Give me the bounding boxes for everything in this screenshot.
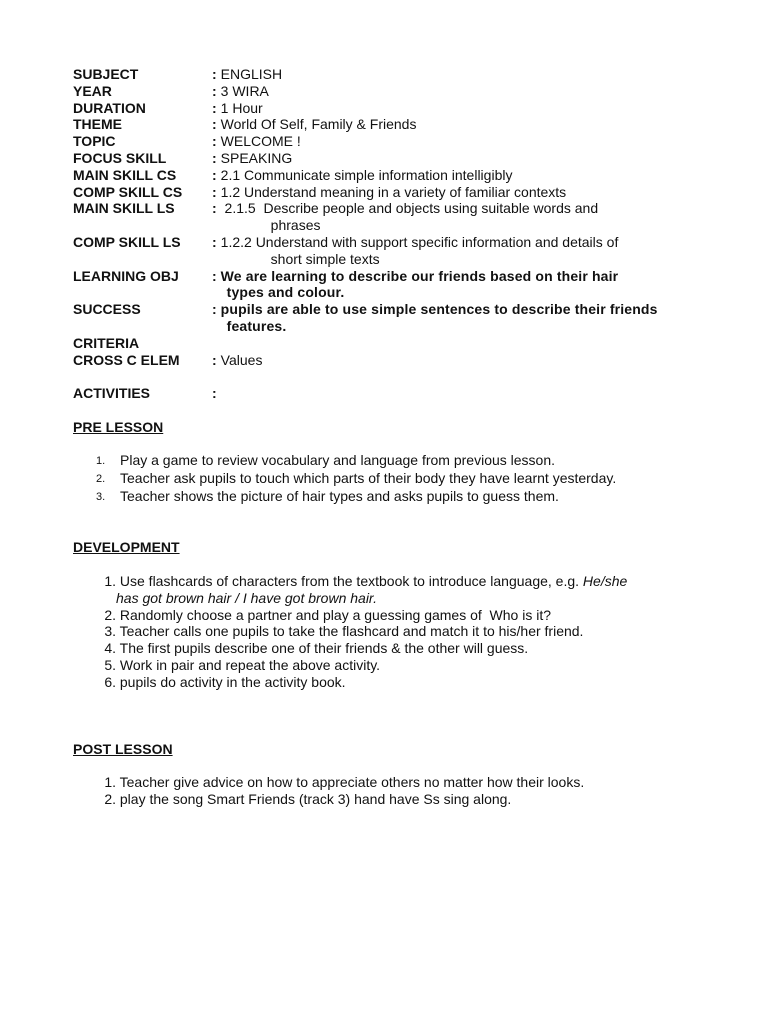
year-row [73, 83, 713, 100]
field-colon: : [212, 149, 217, 166]
field-label: LEARNING OBJ [73, 267, 179, 284]
development-heading: DEVELOPMENT [73, 539, 180, 556]
field-colon: : [212, 82, 217, 99]
spacer [73, 368, 713, 385]
list-item-number: 3. [96, 490, 106, 503]
list-item-text: play the song Smart Friends (track 3) hand have Ss sing along. [116, 791, 512, 808]
field-value-line: types and colour. [226, 284, 345, 301]
spacer [73, 707, 713, 724]
field-value [221, 234, 713, 268]
list-item-number: 2. [104, 606, 116, 623]
field-value-line: phrases [270, 217, 321, 234]
lesson-plan-document [73, 66, 713, 808]
spacer [73, 506, 713, 523]
field-value-line: short simple texts [270, 250, 380, 267]
list-item [73, 657, 713, 674]
list-item [73, 607, 713, 624]
list-item-text: Randomly choose a partner and play a guessing games of Who is it? [116, 606, 552, 623]
field-value: SPEAKING [220, 149, 293, 166]
list-item-text: Teacher ask pupils to touch which parts of their body they have learnt yesterday. [120, 470, 617, 487]
list-item-text: Teacher calls one pupils to take the flashcard and match it to his/her friend. [116, 623, 584, 640]
focus-skill-row [73, 150, 713, 167]
spacer [73, 556, 713, 573]
field-value: World Of Self, Family & Friends [220, 116, 417, 133]
list-item-text-plain: Use flashcards of characters from the textbook to introduce language, e.g. [116, 572, 583, 589]
list-item [73, 470, 713, 488]
field-label: TOPIC [73, 133, 116, 150]
field-value: 2.1 Communicate simple information intelligibly [220, 166, 513, 183]
field-value: WELCOME ! [220, 133, 301, 150]
field-label: MAIN SKILL LS [73, 200, 175, 217]
field-label: YEAR [73, 82, 112, 99]
list-item-text: Teacher give advice on how to appreciate others no matter how their looks. [116, 774, 585, 791]
spacer [73, 758, 713, 775]
spacer [73, 690, 713, 707]
cross-c-elem-row [73, 352, 713, 369]
topic-row [73, 133, 713, 150]
field-value: ENGLISH [220, 66, 283, 82]
main-skill-ls-row [73, 200, 713, 234]
list-item [73, 488, 713, 506]
list-item [73, 452, 713, 470]
field-colon: : [212, 301, 217, 318]
list-item-text: pupils do activity in the activity book. [116, 673, 346, 690]
spacer [73, 436, 713, 453]
list-item-text-italic: He/she [582, 572, 628, 589]
comp-skill-ls-row [73, 234, 713, 268]
list-item [73, 791, 713, 808]
field-colon: : [212, 233, 217, 250]
list-item-number: 6. [104, 673, 116, 690]
field-colon: : [212, 267, 217, 284]
field-label: THEME [73, 116, 122, 133]
field-label: COMP SKILL CS [73, 183, 183, 200]
activities-row [73, 385, 713, 402]
field-label: CROSS C ELEM [73, 351, 180, 368]
field-value [221, 200, 713, 234]
field-colon: : [212, 385, 217, 402]
field-value: 3 WIRA [220, 82, 269, 99]
field-colon: : [212, 200, 217, 217]
field-value: Values [220, 351, 263, 368]
list-item-number: 1. [104, 572, 116, 589]
list-item-text: The first pupils describe one of their friends & the other will guess. [116, 640, 529, 657]
field-label [73, 301, 212, 351]
list-item [73, 623, 713, 640]
field-value-line: 2.1.5 Describe people and objects using suitable words and [220, 200, 599, 217]
list-item-number: 4. [104, 640, 116, 657]
theme-row [73, 116, 713, 133]
field-label: DURATION [73, 99, 146, 116]
list-item-number: 3. [104, 623, 116, 640]
comp-skill-cs-row [73, 184, 713, 201]
list-item-text: Work in pair and repeat the above activity. [116, 656, 381, 673]
field-label-line: SUCCESS [73, 301, 141, 318]
field-value-line: We are learning to describe our friends based on their hair [220, 267, 619, 284]
list-item-continuation: has got brown hair / I have got brown hair. [116, 589, 377, 606]
field-label-line: CRITERIA [73, 334, 140, 351]
list-item-number: 2. [104, 791, 116, 808]
field-label: COMP SKILL LS [73, 233, 181, 250]
development-list [73, 573, 713, 691]
field-colon: : [212, 166, 217, 183]
duration-row [73, 100, 713, 117]
pre-lesson-heading: PRE LESSON [73, 418, 164, 435]
field-label: MAIN SKILL CS [73, 166, 177, 183]
list-item-text [116, 573, 713, 590]
field-colon: : [212, 351, 217, 368]
field-label-spacer [73, 318, 212, 335]
field-value: 1 Hour [220, 99, 263, 116]
field-colon: : [212, 133, 217, 150]
field-value [221, 268, 713, 302]
list-item [73, 573, 713, 590]
subject-row [73, 66, 713, 83]
learning-obj-row [73, 268, 713, 302]
list-item [73, 640, 713, 657]
post-lesson-list [73, 774, 713, 808]
list-item-number: 2. [96, 473, 106, 486]
field-label: FOCUS SKILL [73, 149, 167, 166]
field-value-line: pupils are able to use simple sentences to describe their friends [220, 301, 658, 318]
list-item [73, 674, 713, 691]
spacer [73, 402, 713, 419]
list-item-number: 1. [104, 774, 116, 791]
list-item-text: Play a game to review vocabulary and language from previous lesson. [120, 452, 556, 469]
field-colon: : [212, 116, 217, 133]
field-label: ACTIVITIES [73, 385, 151, 402]
field-colon: : [212, 99, 217, 116]
field-label: SUBJECT [73, 66, 139, 82]
post-lesson-heading: POST LESSON [73, 740, 173, 757]
field-value-line: features. [226, 317, 287, 334]
main-skill-cs-row [73, 167, 713, 184]
field-colon: : [212, 183, 217, 200]
field-value [221, 301, 713, 351]
list-item-number: 1. [96, 455, 106, 468]
list-item-text: Teacher shows the picture of hair types and asks pupils to guess them. [120, 487, 559, 504]
field-value-line: 1.2.2 Understand with support specific information and details of [220, 233, 619, 250]
spacer [73, 523, 713, 540]
pre-lesson-list [73, 452, 713, 505]
field-value: 1.2 Understand meaning in a variety of familiar contexts [220, 183, 567, 200]
spacer [73, 724, 713, 741]
field-colon: : [212, 66, 217, 82]
list-item [73, 774, 713, 791]
success-criteria-row [73, 301, 713, 351]
list-item-number: 5. [104, 656, 116, 673]
